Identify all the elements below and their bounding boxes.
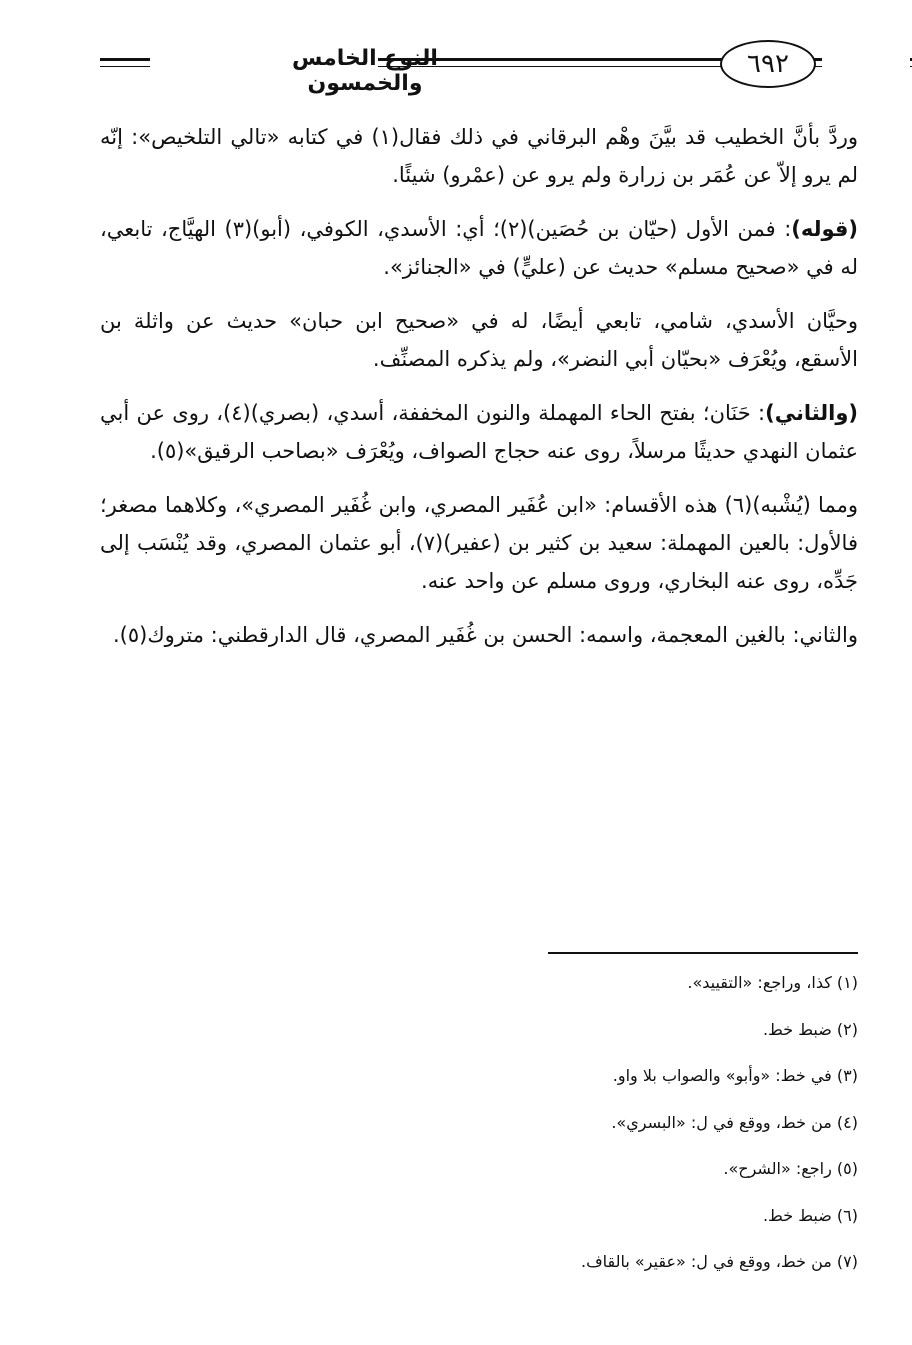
header-rule-left-top bbox=[100, 58, 150, 61]
paragraph-1 bbox=[100, 118, 858, 194]
footnote-1: (١) كذا، وراجع: «التقييد». bbox=[687, 973, 858, 992]
paragraph-text: ومما (يُشْبه)(٦) هذه الأقسام: «ابن عُفَير المصري، وابن غُفَير المصري»، وكلاهما مصغر؛ فالأول: بالعين المهملة: سعيد بن كثير بن (عفير)(٧)، أبو عثمان المصري، وقد يُنْسَب إلى جَدِّه، روى عنه البخاري، وروى مسلم عن واحد عنه. bbox=[100, 493, 858, 593]
body-text bbox=[100, 118, 858, 670]
footnote-5: (٥) راجع: «الشرح». bbox=[723, 1159, 858, 1178]
footnote-separator bbox=[548, 952, 858, 954]
footnotes bbox=[100, 972, 858, 1298]
paragraph-lead: (والثاني) bbox=[765, 401, 859, 425]
header-rule-left-bottom bbox=[100, 66, 150, 67]
paragraph-6 bbox=[100, 616, 858, 654]
footnote-6: (٦) ضبط خط. bbox=[762, 1205, 858, 1225]
footnote-4: (٤) من خط، ووقع في ل: «البسري». bbox=[611, 1112, 858, 1132]
paragraph-3 bbox=[100, 302, 858, 378]
paragraph-text: والثاني: بالغين المعجمة، واسمه: الحسن بن غُفَير المصري، قال الدارقطني: متروك(٥). bbox=[113, 623, 858, 647]
paragraph-4 bbox=[100, 394, 858, 470]
footnote-7: (٧) من خط، ووقع في ل: «عقير» بالقاف. bbox=[580, 1252, 858, 1271]
paragraph-text: وحيَّان الأسدي، شامي، تابعي أيضًا، له في «صحيح ابن حبان» حديث عن واثلة بن الأسقع، ويُعْرَف «بحيّان أبي النضر»، ولم يذكره المصنِّف. bbox=[100, 309, 858, 371]
running-title: النوع الخامس والخمسون bbox=[292, 46, 438, 96]
page-header bbox=[100, 32, 860, 102]
paragraph-5 bbox=[100, 486, 858, 600]
paragraph-text: وردَّ بأنَّ الخطيب قد بيَّنَ وهْم البرقاني في ذلك فقال(١) في كتابه «تالي التلخيص»: إنّه لم يرو إلاّ عن عُمَر بن زرارة ولم يرو عن (عمْرو) شيئًا. bbox=[100, 125, 858, 187]
footnote-2: (٢) ضبط خط. bbox=[762, 1019, 858, 1039]
paragraph-text: : فمن الأول (حيّان بن حُصَين)(٢)؛ أي: الأسدي، الكوفي، (أبو)(٣) الهيَّاج، تابعي، له في «صحيح مسلم» حديث عن (عليٍّ) في «الجنائز». bbox=[100, 217, 858, 279]
page-number: ٦٩٢ bbox=[720, 40, 816, 88]
paragraph-text: : حَنَان؛ بفتح الحاء المهملة والنون المخففة، أسدي، (بصري)(٤)، روى عن أبي عثمان النهدي حديثًا مرسلاً، روى عنه حجاج الصواف، ويُعْرَف «بصاحب الرقيق»(٥). bbox=[100, 401, 858, 463]
paragraph-2 bbox=[100, 210, 858, 286]
paragraph-lead: (قوله) bbox=[791, 217, 858, 241]
footnote-3: (٣) في خط: «وأبو» والصواب بلا واو. bbox=[612, 1066, 858, 1085]
